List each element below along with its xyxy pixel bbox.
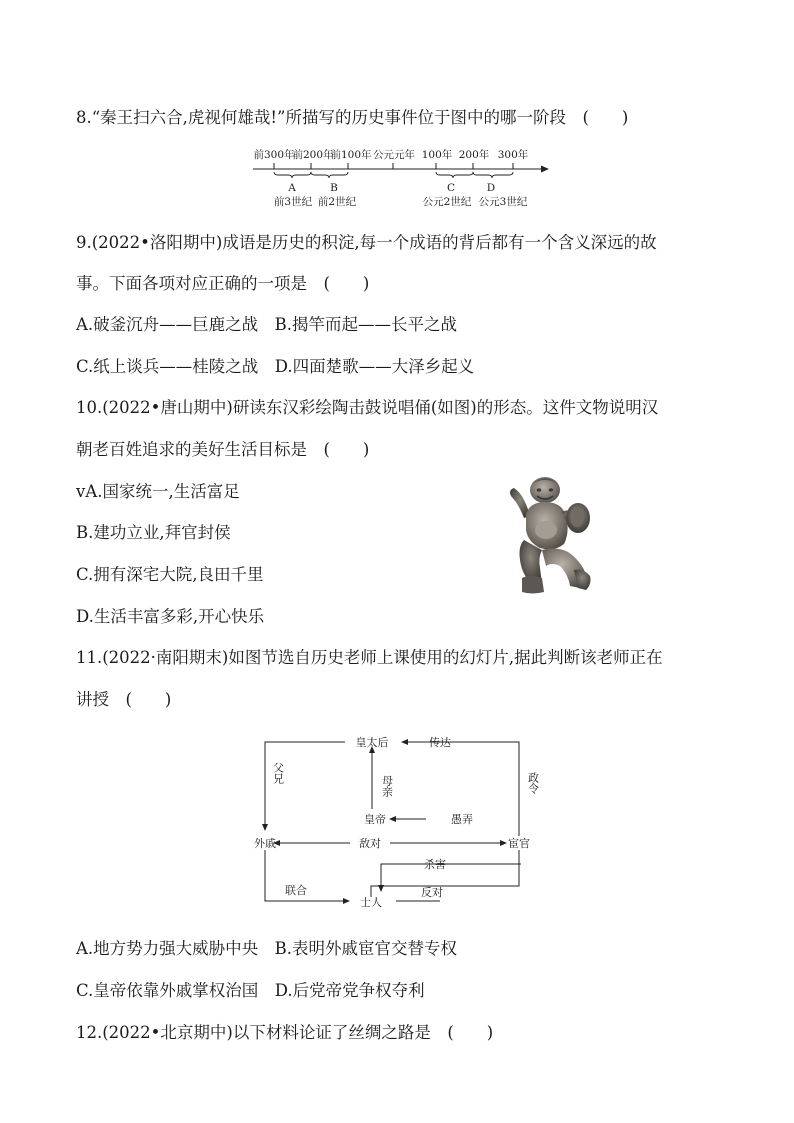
tick-label: 前300年: [253, 149, 295, 161]
timeline-figure: [245, 142, 555, 216]
segment-label: 前2世纪: [317, 196, 357, 208]
label-convey: 传达: [429, 736, 451, 749]
segment-label: 前3世纪: [273, 196, 313, 208]
node-emperor: 皇帝: [364, 813, 386, 826]
q11-stem-line2: 讲授 ( ): [76, 690, 172, 709]
q9-stem-line2: 事。下面各项对应正确的一项是 ( ): [76, 274, 370, 293]
tick-label: 100年: [421, 149, 453, 161]
q9-stem-line1: 9.(2022•洛阳期中)成语是历史的积淀,每一个成语的背后都有一个含义深远的故: [76, 233, 657, 252]
label-ally: 联合: [285, 884, 307, 897]
q10-option-d: D.生活丰富多彩,开心快乐: [76, 607, 265, 626]
q9-options-ab: A.破釜沉舟——巨鹿之战 B.揭竿而起——长平之战: [76, 315, 458, 334]
label-father-brother: 父兄: [271, 762, 285, 784]
tick-label: 前200年: [292, 149, 334, 161]
label-kill: 杀害: [424, 858, 446, 871]
figurine-svg: [508, 474, 593, 596]
q11-options-cd: C.皇帝依靠外戚掌权治国 D.后党帝党争权夺利: [76, 981, 425, 1000]
q12-stem-line1: 12.(2022•北京期中)以下材料论证了丝绸之路是 ( ): [76, 1023, 494, 1042]
segment-letter: A: [288, 182, 296, 194]
q10-option-a: vA.国家统一,生活富足: [76, 482, 240, 501]
node-empress: 皇太后: [355, 736, 389, 749]
tick-label: 300年: [497, 149, 529, 161]
timeline-svg: [245, 142, 555, 212]
q11-options-ab: A.地方势力强大威胁中央 B.表明外戚宦官交替专权: [76, 939, 458, 958]
label-oppose: 反对: [421, 886, 443, 899]
node-eunuchs: 宦官: [508, 837, 530, 850]
segment-letter: B: [330, 182, 338, 194]
segment-letter: D: [486, 182, 496, 194]
label-mother: 母亲: [380, 775, 394, 797]
diagram-svg: [240, 726, 540, 916]
label-foolish: 愚弄: [451, 813, 473, 826]
label-hostile: 敌对: [359, 837, 381, 850]
node-scholars: 士人: [360, 896, 382, 909]
q9-options-cd: C.纸上谈兵——桂陵之战 D.四面楚歌——大泽乡起义: [76, 357, 475, 376]
segment-letter: C: [446, 182, 456, 194]
segment-label: 公元2世纪: [422, 196, 472, 208]
q10-option-b: B.建功立业,拜官封侯: [76, 523, 231, 542]
q10-stem-line1: 10.(2022•唐山期中)研读东汉彩绘陶击鼓说唱俑(如图)的形态。这件文物说明汉: [76, 398, 659, 417]
tick-label: 200年: [458, 149, 490, 161]
power-relation-diagram: [240, 726, 540, 920]
tick-label: 前100年: [330, 149, 372, 161]
q11-stem-line1: 11.(2022·南阳期末)如图节选自历史老师上课使用的幻灯片,据此判断该老师正在: [76, 648, 663, 667]
tick-label: 公元元年: [373, 149, 415, 161]
q8-text: 8.“秦王扫六合,虎视何雄哉!”所描写的历史事件位于图中的哪一阶段 ( ): [76, 108, 629, 127]
segment-label: 公元3世纪: [478, 196, 528, 208]
pottery-figurine-image: [508, 474, 593, 600]
q10-option-c: C.拥有深宅大院,良田千里: [76, 565, 264, 584]
node-inlaws: 外戚: [254, 837, 276, 850]
q10-stem-line2: 朝老百姓追求的美好生活目标是 ( ): [76, 440, 370, 459]
label-decree: 政令: [526, 772, 540, 794]
